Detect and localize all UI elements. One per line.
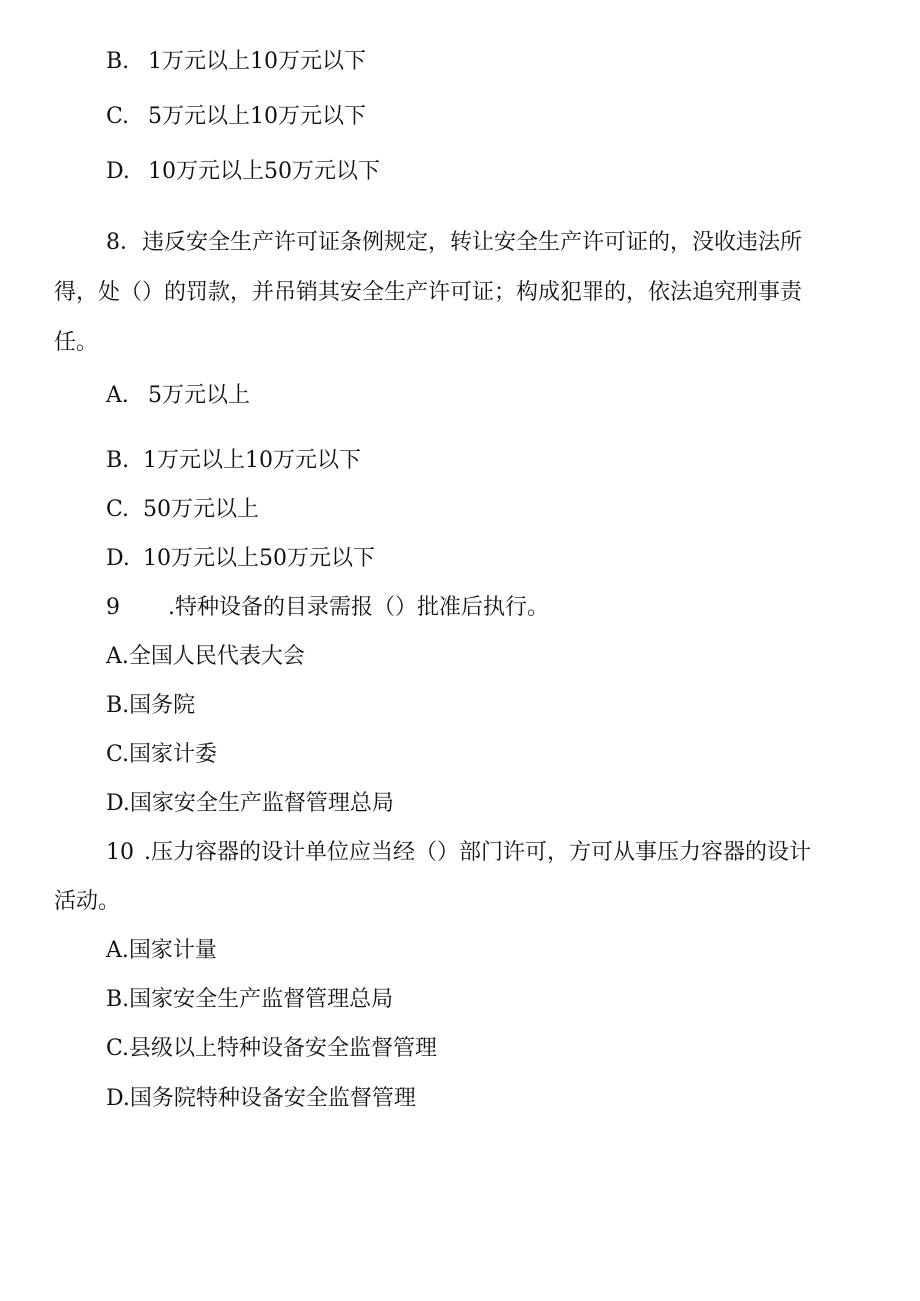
q9-text	[106, 593, 549, 623]
option-letter: C.	[106, 497, 130, 522]
q8-option-d	[106, 544, 375, 574]
q7-option-b	[106, 47, 366, 77]
q10-text-line2: 活动。	[54, 889, 121, 914]
option-text: 5万元以上10万元以下	[148, 104, 366, 129]
q9-option-a: A.全国人民代表大会	[106, 644, 305, 669]
q10-option-b: B.国家安全生产监督管理总局	[106, 987, 394, 1012]
option-letter: D.	[106, 159, 130, 184]
q8-option-c	[106, 495, 259, 525]
q8-option-a	[106, 381, 250, 411]
q10-option-c: C.县级以上特种设备安全监督管理	[106, 1036, 438, 1061]
option-text: 50万元以上	[143, 497, 259, 522]
q10-text-line1	[106, 838, 811, 868]
q8-text-line1: 8．违反安全生产许可证条例规定，转让安全生产许可证的，没收违法所	[106, 230, 802, 255]
option-text: 10万元以上50万元以下	[148, 159, 380, 184]
question-number: 10	[106, 840, 134, 865]
option-text: 10万元以上50万元以下	[143, 546, 375, 571]
option-letter: B.	[106, 448, 130, 473]
q8-option-b	[106, 446, 361, 476]
q10-option-d: D.国务院特种设备安全监督管理	[106, 1086, 416, 1111]
q9-option-b: B.国务院	[106, 693, 196, 718]
question-number: 9	[106, 595, 120, 620]
q7-option-c	[106, 102, 366, 132]
option-letter: C.	[106, 104, 130, 129]
option-text: 1万元以上10万元以下	[143, 448, 361, 473]
q9-option-c: C.国家计委	[106, 742, 218, 767]
option-letter: A.	[106, 383, 129, 408]
question-text: .压力容器的设计单位应当经（）部门许可，方可从事压力容器的设计	[144, 840, 811, 865]
q8-text-line2: 得，处（）的罚款，并吊销其安全生产许可证；构成犯罪的，依法追究刑事责	[54, 280, 803, 305]
option-letter: B.	[106, 49, 130, 74]
option-text: 1万元以上10万元以下	[148, 49, 366, 74]
question-text: .特种设备的目录需报（）批准后执行。	[168, 595, 549, 620]
q9-option-d: D.国家安全生产监督管理总局	[106, 791, 394, 816]
q8-text-line3: 任。	[54, 330, 99, 355]
q10-option-a: A.国家计量	[106, 938, 217, 963]
q7-option-d	[106, 157, 380, 187]
option-text: 5万元以上	[148, 383, 250, 408]
option-letter: D.	[106, 546, 130, 571]
